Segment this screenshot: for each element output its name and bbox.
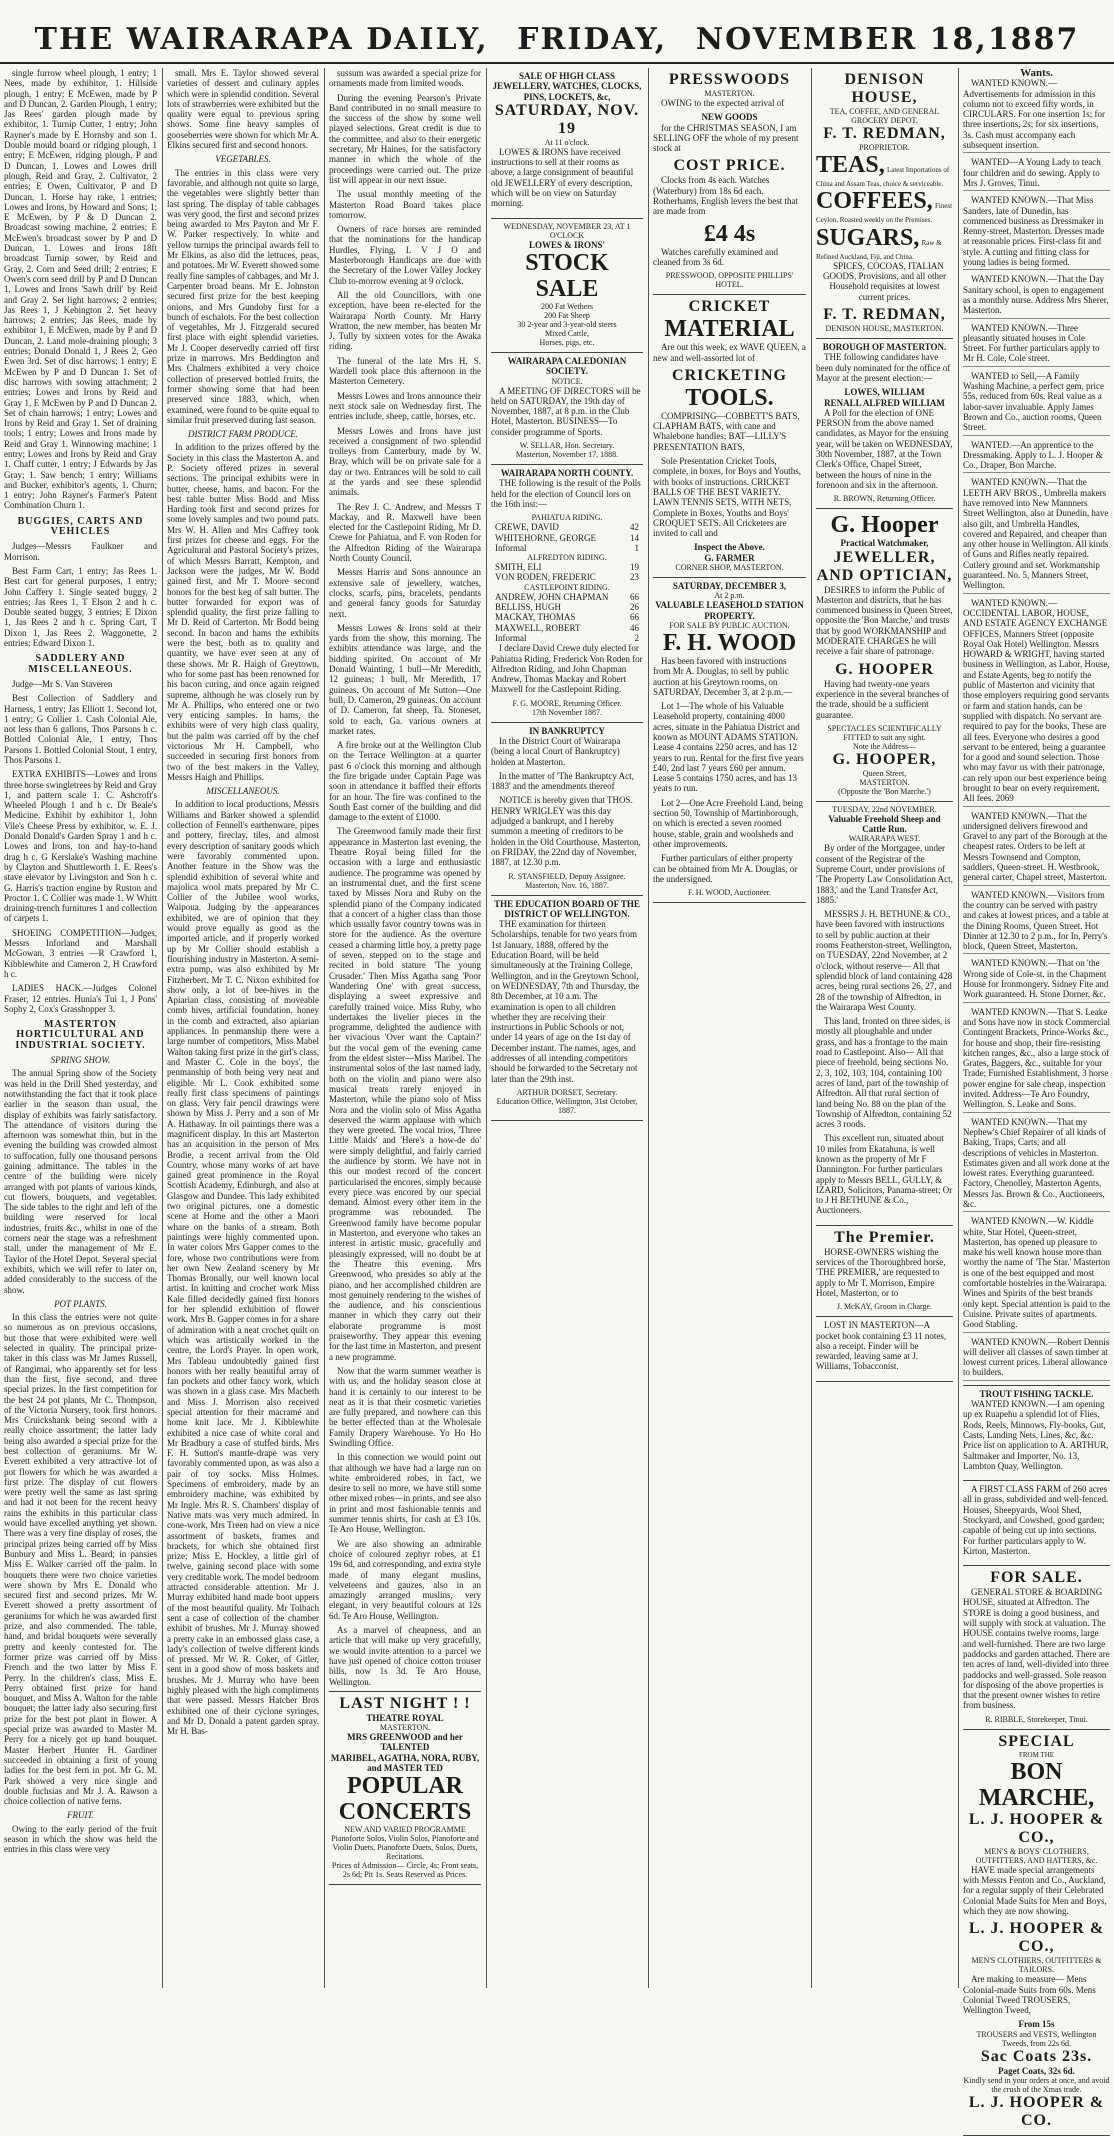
ad-body: OWING to the expected arrival of [661, 98, 785, 108]
ad-body: THE following is the result of the Polls held for the election of Council lors on the 16th inst:— [491, 478, 641, 509]
county-election-ad [491, 465, 643, 723]
paragraph: Owners of race horses are reminded that the nominations for the handicap Hurdles, Flying, L V J O and Masterborough Handicaps are due with the Secretary of the Lower Valley Jockey Club to-morrow evening at 9 o'clock. [329, 224, 481, 286]
paragraph: Messrs Lowes and Irons have just received a consignment of two splendid trolleys from Canterbury, made by W. Bray, which will be on private sale for a day or two. Entrances will be sold to call at the yards and see these splendid animals. [329, 425, 481, 498]
ad-line: From 15s [1018, 2019, 1055, 2030]
ad-date: 17th November 1887. [532, 707, 602, 717]
poll-result-row [491, 522, 643, 532]
riding-name: PAHIATUA RIDING. [531, 513, 603, 523]
ad-headline: CRICKET [688, 298, 771, 316]
ad-price: £4 4s [703, 220, 756, 247]
classified-ad: WANTED KNOWN.—Advertisements for admission in this column not to exceed fifty words, in CIRCULARS. For one insertion 1s; for three insertions, 2s; for six insertions, 3s. Cash must accompany each subsequent insertion. [963, 78, 1110, 153]
masthead-title [0, 0, 1114, 57]
paragraph: Judges—Messrs Faulkner and Morrison. [4, 541, 157, 562]
ad-body: In the District Court of Wairarapa (being a local Court of Bankruptcy) holden at Masterton. [491, 735, 621, 767]
paragraph: The annual Spring show of the Society was held in the Drill Shed yesterday, and notwithstanding the fact that it took place earlier in the season than usual, the display of exhibits was fairly satisfactory. The attendance of visitors during the afternoon was somewhat thin, but in the evening the building was crowded almost to suffocation, fully one thousand persons gaining admittance. The tables in the centre of the building were nicely arranged with pot plants of various kinds, cut flowers, bouquets, and vegetables. The side tables to the right and left of the building were reserved for local industries, fruits &c., whilst in one of the corners near the stage was a refreshment stall, under the management of Mr E. Taylor of the Hotel Depot. Several special exhibits, which we will refer to later on, added considerably to the success of the show. [4, 1068, 157, 1295]
ad-line: Inspect the Above. [694, 542, 765, 553]
wants-list [963, 78, 1110, 1380]
ad-body: A MEETING OF DIRECTORS will be held on SATURDAY, the 19th day of November, 1887, at 8 p.m. in the Club Hotel, Masterton. BUSINESS—To consider programme of Sports. [491, 385, 641, 437]
ad-line: Prices of Admission— Circle, 4s; Front seats, 2s 6d; Pit 1s. Seats Reserved as Prices. [331, 1861, 479, 1880]
ad-line: Queen Street, [862, 768, 907, 778]
ad-date: SATURDAY, DECEMBER 3, [672, 581, 787, 592]
ad-line: Sac Coats 23s. [980, 2047, 1093, 2065]
ad-body: Sole Presentation Cricket Tools, complete, in boxes, for Boys and Youths, with books of instructions. CRICKET BALLS OF THE BEST VARIETY. LAWN TENNIS SETS, WITH NETS, Complete in Boxes, Youths and Boys' CROQUET SETS. All Cricketers are invited to call and [653, 456, 801, 539]
ad-line: SPECTACLES SCIENTIFICALLY FITTED to suit any sight. [827, 723, 942, 742]
ad-body: HAVE made special arrangements with Messrs Fenton and Co., Auckland, for a regular supply of their Celebrated Colonial Made Suits for Men and Boys, which they are now showing. [963, 1864, 1107, 1916]
classified-ad: WANTED KNOWN.—W. Kiddle white, Star Hotel, Queen-street, Masterton, has opened up pleasure to make his well known house more than worthy the name of 'The Star.' Masterton is one of the best equipped and most comfortable hostelries in the Wairarapa. Wines and Spirits of the best brands only kept. Special attention is paid to the Cuisine. Private suites of apartments. Good Stabling. [963, 1216, 1110, 1332]
ad-body: Further particulars of either property can be obtained from Mr A. Douglas, or the undersigned. [653, 853, 798, 884]
classified-ad: WANTED KNOWN.—That Miss Sanders, late of Dunedin, has commenced business as Dressmaker in Renny-street, Masterton. Dresses made at reasonable prices. First-class fit and style. A cutting and fitting class for young ladies is being formed. [963, 195, 1110, 270]
paragraph: We are also showing an admirable choice of coloured zephyr robes, at £1 19s 6d, and corresponding, and extra style made of many elegant muslins, velveteens and gauzes, also in an amazingly arranged muslins, very elegant, in very beautiful colours at 12s 6d. Te Aro House, Wellington. [329, 1538, 481, 1621]
classified-ad: WANTED KNOWN.—That the Day Sanitary school, is open to engagement as a monthly nurse. Address Mrs Sherer, Masterton. [963, 274, 1110, 318]
candidate-name: CREWE, DAVID [495, 522, 559, 533]
ad-signature: G. HOOPER, [832, 750, 937, 768]
paragraph: SHOEING COMPETITION—Judges, Messrs Inforland and Marshall McGowan, 3 entries —R Crawford 1, Kibblewhite and Cameron 2, H Crawford h c. [4, 927, 157, 979]
paragraph: Best Collection of Saddlery and Harness, 1 entry; Jas Elliott 1. Second lot, 1 entry; G Collier 1. Cash Colonial Ale, not less than 6 gallons, Thos Parsons h c. Bottled Colonial Ale, 1 entry, Thos Parsons 1. Bottled Colonial Stout, 1 entry, Thos Parsons 1. [4, 693, 157, 765]
paragraph: Owing to the early period of the fruit season in which the show was held the entries in this class were very [4, 1823, 157, 1855]
ad-headline: BON MARCHE, [978, 1758, 1095, 1811]
poll-results-alfredton [491, 562, 643, 583]
ad-line: MASTERTON. [379, 1723, 431, 1733]
article-subhead: VEGETABLES. [215, 154, 271, 165]
candidate-name: LOWES, WILLIAM [844, 387, 925, 398]
ad-line: MASTERTON. [704, 89, 755, 98]
ad-line: JEWELLER, [833, 548, 936, 566]
paragraph: The entries in this class were very favorable, and although not quite so large, the vegetables were slightly better than last spring. The display of table cabbages was very good, the first and second prizes being awarded to Mrs Payton and Mr F. W. Parker respectively. In white and yellow turnips the principal awards fell to Mr Elkins, as also did the lettuces, peas, and potatoes. Mr W. Everett showed some really fine samples of cabbages, and Mr J. Carpenter broad beans. Mr E. Johnston secured first prize for the best keeping onions, and Mrs Gundoby first for a bunch of eschalots. For the best collection of vegetables, Mr J. Fitzgerald secured first place with eight splendid varieties. Mr J. Cooper deservedly carried off first prize in marrows. Mrs Beddington and Mrs Chalmers exhibited a very choice collection of preserved bottled fruits, the former showing some that had been preserved since 1883, which, when examined, were found to be quite equal to similar fruit preserved during last season. [167, 167, 319, 425]
paragraph: The Rev J. C. Andrew, and Messrs T Mackay, and R. Maxwell have been elected for the Castlepoint Riding, Mr D. Crewe for Pahiatua, and F. von Roden for the Alfredton Riding of the Wairarapa North County Council. [329, 501, 481, 564]
ad-line: Note the Address— [852, 741, 917, 751]
stock-sale-ad [491, 219, 643, 353]
ad-headline: FOR SALE. [990, 1569, 1083, 1587]
paragraph: The funeral of the late Mrs H. S. Wardell took place this afternoon in the Masterton Cemetery. [329, 355, 481, 387]
ad-body: This excellent run, situated about 10 miles from Ekatahuna, is well known as the property of Mr F Dannington. For further particulars apply to Messrs BELL, GULLY, & IZARD, Solicitors, Panama-street; Or to J H BETHUNE & Co., Auctioneers. [816, 1133, 953, 1216]
ad-date: Education Office, Wellington, 31st October, 1887. [496, 1096, 638, 1115]
jewellery-sale-ad [491, 68, 643, 219]
paragraph: Messrs Harris and Sons announce an extensive sale of jewellery, watches, clocks, scarfs, pins, bracelets, pendants and general fancy goods for Saturday next. [329, 567, 481, 619]
paragraph: Messrs Lowes and Irons announce their next stock sale on Wednesday first. The entries include, sheep, cattle, horses, etc. [329, 390, 481, 422]
candidate-name: MAXWELL, ROBERT [495, 622, 581, 633]
section-heading: SADDLERY AND MISCELLANEOUS. [28, 653, 133, 675]
cricket-material-ad [653, 295, 806, 578]
classified-ad: WANTED KNOWN.—Robert Dennis will deliver all classes of sawn timber at lowest current prices. Liberal allowance to builders. [963, 1337, 1110, 1381]
article-subhead: FRUIT. [66, 1810, 95, 1821]
paragraph: Now that the warm summer weather is with us, and the holiday season close at hand it is certainly to our interest to be neat as it is that their cosmetic varieties are fully prepared, and nowhere can this be better effected than at the Wholesale Family Drapery Warehouse. Yo Ho Ho Swindling Office. [329, 1365, 481, 1448]
product-sugars: SUGARS, [816, 224, 920, 251]
classified-ad: WANTED—A Young Lady to teach four children and do sewing. Apply to Mrs J. Groves, Tinui. [963, 157, 1110, 191]
ad-line: AND OPTICIAN, [816, 566, 953, 584]
ad-line: L. J. HOOPER & CO., [968, 1810, 1105, 1846]
ad-signature: F. H. WOOD, Auctioneer. [688, 888, 771, 898]
vote-count: 26 [630, 602, 639, 613]
classified-ad: WANTED KNOWN.—That S. Leake and Sons have now in stock Commercial Contingent Brackets, Prince-Works &c., for house and shop, their fire-resisting kitchen ranges, &c., also a large stock of Grates, Baggers, &c., suitable for your Trade; Furnished Establishment, 3 horse power engine for sale cheap, inspection invited. Address—Te Aro Foundry, Wellington. S. Leake and Sons. [963, 1007, 1110, 1113]
paragraph: A fire broke out at the Wellington Club on the Terrace Wellington at a quarter past 6 o'clock this morning and although the fire brigade under Captain Page was soon in attendance it baffled their efforts for an hour. The fire was confined to the South East corner of the building and did damage to the extent of £1000. [329, 740, 481, 823]
classified-ad: WANTED KNOWN.—That the undersigned delivers firewood and Gravel to any part of the Borough at the cheapest rates. Orders to be left at Messrs Townsend and Compton, saddlers, Queen-street. H. Westbrook, general carter, Chapel street, Masterton. [963, 811, 1110, 886]
paragraph: sussum was awarded a special prize for ornaments made from limited woods. [329, 68, 481, 89]
ad-body: DESIRES to inform the Public of Masterton and districts, that he has commenced business in Queen Street, opposite the 'Bon Marche,' and trusts that by good WORKMANSHIP and MODERATE CHARGES he will receive a fair share of patronage. [816, 584, 953, 657]
paragraph: In this class the entries were not quite so numerous as on previous occasions, but those that were exhibited were well selected in quality. The principal prize-taker in this class was Mr James Russell, of Rangimai, who apparently set for less than the first, five second, and three special prizes. In the first competition for the best 24 pot plants, Mr C. Thompson, of the Victoria Nursery, took first honors. Mrs Cruickshank being second with a really choice assortment; the latter lady being also awarded a special prize for the best collection of geraniums. Mr W. Everett exhibited a very attractive lot of pot flowers for which he was awarded a first prize. The display of cut flowers were pretty well the same as last spring and had it not been for the recent heavy rains the exhibits in this particular class would have excelled anything yet shown. There was a very fine display of roses, the principal prizes being carried off by Miss Bunbury and Miss L. Beard; in pansies Miss E. Walker carried off the palm. In bouquets there were two choice varieties were shown by Mrs E. Donald who secured first and second prizes. Mr W. Everett showed a pretty assortment of geraniums for which he was awarded first prize, and also commended. The table, hand, and bridal bouquets were severally pretty and keenly contested for. The former prize was carried off by Miss French and the two latter by Miss F. Perry. In the children's class, Miss E. Perry obtained first prize for hand bouquet, and Miss A. Walton for the table bouquet; the latter lady also securing first prize for the best pot plant in flower. A special prize was awarded to Master M. Perry for a nicely got up hand bouquet. Master Herbert Hunter H. Gardiner succeeded in obtaining a first of young ladies for the best fern in pot. Mr G. M. Park showed a very nice single and double fuchsias and Mr J. A. Rawson a choice collection of native ferns. [4, 1312, 157, 1807]
candidate-name: MACKAY, THOMAS [495, 612, 576, 623]
paragraph: Judge—Mr S. Van Staveren [12, 678, 113, 689]
ad-name: G. HOOPER [835, 660, 934, 678]
mayoral-election-notice [816, 339, 953, 509]
ad-headline: TROUT FISHING TACKLE. [979, 1388, 1094, 1399]
ad-date: TUESDAY, 22nd NOVEMBER. [832, 804, 937, 814]
farm-ad [963, 1481, 1110, 1566]
ad-headline: WAIRARAPA NORTH COUNTY. [500, 468, 634, 479]
ad-body: I declare David Crewe duly elected for Pahiatua Riding, Frederick Von Roden for Alfredton Riding, and John Chapman Andrew, Thomas Mackay and Robert Maxwell for the Castlepoint Riding. [491, 643, 643, 695]
ad-body: In the matter of 'The Bankruptcy Act, 1883' and the amendments thereof [491, 770, 634, 792]
poll-result-row [491, 592, 643, 602]
poll-result-row [491, 543, 643, 553]
column-2 [163, 68, 323, 1988]
article-headline: MASTERTON HORTICULTURAL AND INDUSTRIAL SOCIETY. [15, 1019, 146, 1051]
ad-headline: POPULAR CONCERTS [338, 1773, 472, 1826]
station-property-auction-ad [653, 578, 806, 903]
ad-body: for the CHRISTMAS SEASON, I am SELLING OFF the whole of my present stock at [653, 122, 799, 154]
ad-body: 200 Fat Wethers 200 Fat Sheep 30 2-year and 3-year-old steers Mixed Cattle, Horses, pigs, etc. [517, 301, 617, 347]
ad-headline: IN BANKRUPTCY [529, 725, 605, 736]
poll-result-row [491, 533, 643, 543]
ad-body: MESSRS J. H. BETHUNE & CO., have been favored with instructions to sell by public auction at their rooms Featherston-street, Wellington, on TUESDAY, 22nd November, at 2 o'clock, without reserve— All that splendid block of land containing 428 acres, being rural sections 26, 27, and 28 of the township of Alfredton, in the Wairarapa West County. [816, 909, 953, 1012]
premier-horse-ad [816, 1226, 953, 1317]
paragraph: All the old Councillors, with one exception, have been re-elected for the Wairarapa North County. Mr Harry Wratton, the new member, has beaten Mr J. Tully by sixteen votes for the Awaka riding. [329, 289, 481, 352]
denison-house-ad [816, 68, 953, 339]
column-3 [325, 68, 485, 1988]
column-6 [812, 68, 957, 1988]
classified-ad: WANTED KNOWN.—That my Nephew's Chief Repairer of all kinds of Baking, Traps, Carts, and all descriptions of vehicles in Masterton. Estimates given and all work done at the lowest rates. Everything guaranteed. Factory, Chenolley, Masterton Agents, Messrs Jas. Brown & Co., Auctioneers, &c. [963, 1117, 1110, 1213]
bon-marche-ad [963, 1730, 1110, 2136]
education-board-notice [491, 896, 643, 1121]
vote-count: 2 [634, 632, 639, 643]
product-coffees: COFFEES, [816, 188, 933, 215]
ad-body: By order of the Mortgagee, under consent of the Registrar of the Supreme Court, under provisions of 'The Property Law Consolidation Act, 1883,' and the 'Land Transfer Act, 1885.' [816, 843, 953, 905]
ad-signature: F. G. MOORE, Returning Officer. [512, 698, 622, 708]
ad-headline: SALE OF HIGH CLASS JEWELLERY, WATCHES, CLOCKS, PINS, LOCKETS, &c, [492, 71, 642, 102]
ad-body: COMPRISING—COBBETT'S BATS, CLAPHAM BATS, with cane and Whalebone handles; BAT—LILLY'S PRESENTATION BATS, [653, 410, 800, 452]
ad-headline: LAST NIGHT ! ! [339, 1694, 471, 1712]
poll-result-row [491, 612, 643, 622]
ad-line: DENISON HOUSE, MASTERTON. [825, 324, 944, 334]
ad-headline: THE EDUCATION BOARD OF THE DISTRICT OF WELLINGTON. [494, 898, 640, 919]
classified-ad: WANTED KNOWN.—That on 'the Wrong side of Cole-st. in the Chapment House for Ironmongery. Sidney Fite and Work guaranteed. H. Stone Dorner, &c. [963, 958, 1110, 1002]
ad-body: THE examination for thirteen Scholarships, tenable for two years from 1st January, 1888, offered by the Education Board, will be held simultaneously at the Training College, Wellington, and in the Greytown School, on WEDNESDAY, 7th and Thursday, the 8th December, at 10 a.m. The examination is open to all children whether they are receiving their instructions in Public Schools or not, under 14 years of age on the 1st day of December instant. The names, ages, and addresses of all intending competitors should be forwarded to the Secretary not later than the 29th inst. [491, 919, 640, 1084]
poll-result-row [491, 562, 643, 572]
article-subhead: SPRING SHOW. [50, 1055, 111, 1066]
paper-name: THE WAIRARAPA DAILY, [34, 22, 489, 57]
ad-headline: VALUABLE LEASEHOLD STATION PROPERTY. [655, 600, 804, 621]
ad-body: THE following candidates have been duly nominated for the office of Mayor at the present election:— [816, 352, 951, 383]
section-heading: BUGGIES, CARTS AND VEHICLES [17, 515, 144, 538]
vote-count: 42 [630, 522, 639, 533]
ad-body: NOTICE is hereby given that THOS. HENRY WRIGLEY was this day adjudged a bankrupt, and I hereby summon a meeting of creditors to be holden in the Old Courthouse, Masterton, on FRIDAY, the 22nd day of November, 1887, at 12.30 p.m. [491, 795, 641, 868]
ad-body: LOWES & IRONS have received instructions to sell at their rooms as above, a large consignment of beautiful old JEWELLERY of every description, which will be on view on Saturday morning. [491, 146, 634, 209]
column-5 [649, 68, 810, 1988]
ad-line: (Opposite the 'Bon Marche.') [838, 786, 931, 796]
poll-results-castlepoint [491, 592, 643, 643]
ad-signature: PRESSWOOD, OPPOSITE PHILLIPS' HOTEL. [665, 271, 794, 290]
ad-line: Pianoforte Solos, Violin Solos, Pianoforte and Violin Duets, Pianoforte Duets, Solos, Duets, Recitations. [331, 1834, 479, 1862]
masthead-rule [0, 62, 1114, 64]
classified-ad: WANTED KNOWN.—That the LEETH ARV BROS., Umbrella makers have removed into New Mannners Street Wellington, also at Dunedin, have also gilt, and Umbrella Handles, covered and Repaired, and cheaper than any other house in Wellington. All kinds of Guns and Rifles neatly repaired. Cutlery ground and set. Workmanship guaranteed. No. 5, Manners Street, Wellington. [963, 477, 1110, 593]
column-1 [0, 68, 161, 1988]
ad-signature: F. T. REDMAN, [823, 306, 946, 324]
ad-line: L. J. HOOPER & CO., [968, 1920, 1105, 1956]
column-7 [959, 67, 1114, 2130]
auctioneer-name: F. H. WOOD [662, 629, 797, 656]
article-subhead: POT PLANTS. [54, 1298, 107, 1309]
candidate-name: BELLISS, HUGH [495, 602, 562, 613]
ad-line: NEW GOODS [701, 112, 758, 123]
ad-line: Practical Watchmaker, [840, 538, 929, 549]
candidate-name: VON RODEN, FREDERIC [495, 572, 596, 583]
ad-body: Watches carefully examined and cleaned from 3s 6d. [653, 246, 778, 267]
ad-headline: CRICKETING [672, 366, 787, 384]
ad-line: MARIBEL, AGATHA, NORA, RUBY, and MASTER TED [330, 1752, 480, 1774]
paragraph: During the evening Pearson's Private Band contributed in no small measure to the success of the show by some well played selections. Great credit is due to the committee, and also to their energetic secretary, Mr Haines, for the satisfactory manner in which the whole of the proceedings were carried out. The prize list will appear in our next issue. [329, 92, 481, 185]
ad-signature: R. STANSFIELD, Deputy Assignee. [508, 871, 626, 881]
paper-day: FRIDAY, [517, 22, 668, 57]
candidate-name: RENALL ALFRED WILLIAM [824, 397, 945, 408]
paragraph: In this connection we would point out that although we have had a large run on white embroidered robes, in fact, we desire to sell no more, we have still some other mixed robes—in prints, and see also in print and most fashionable tennis and summer tennis shirts, for cash at £3 10s. Te Aro House, Wellington. [329, 1452, 481, 1535]
classified-ad: WANTED.—An apprentice to the Dressmaking. Apply to L. J. Hooper & Co., Draper, Bon Marche. [963, 440, 1110, 474]
ad-headline: BOROUGH OF MASTERTON. [822, 342, 947, 353]
ad-line: TROUSERS and VESTS, Wellington Tweeds, from 22s 6d. [976, 2029, 1097, 2048]
vote-count: 14 [630, 532, 639, 543]
ad-line: At 2 p.m. [714, 591, 745, 601]
ad-body: A FIRST CLASS FARM of 260 acres all in grass, subdivided and well-fenced. Houses, Sheepyards, Wool Shed, Stockyard, and Cowshed, good garden; capable of being cut up into sections. For further particulars apply to W. Kirton, Masterton. [963, 1484, 1109, 1556]
presswoods-ad [653, 68, 806, 295]
ad-headline: DENISON HOUSE, [844, 71, 925, 106]
ad-signature: W. SELLAR, Hon. Secretary. [519, 441, 615, 451]
ad-headline: TOOLS. [685, 384, 774, 411]
ad-body: LOST IN MASTERTON—A pocket book containing £3 11 notes, also a receipt. Finder will be rewarded, leaving same at J. Williams, Tobacconist. [816, 1320, 947, 1372]
ad-signature: R. BROWN, Returning Officer. [833, 494, 936, 504]
candidate-name: Informal [495, 632, 527, 643]
paragraph: EXTRA EXHIBITS—Lowes and Irons three horse swingletrees by Reid and Gray 1, and pattern scale 1. C. Ashcroft's Wheeled Plough 1 and h c. Dr Beale's Medicine. Exhibit by exhibitor 1, John Vile's Cheese Press by exhibitor, w. E. J. Donald Donald's Garden Spray 1 and h c. Lowes and Irons, ton and hay-to-hand drag h c. G Kerslake's Washing machine by Clayton and Shuttleworth 1. E. Rees's stave elevator by Livingston and Son h c. G. Harris's traction engine by Ruston and Proctor 1. C Collier was made 1. W Whitt draining-trench furnitures 1 and collection of carpets 1. [4, 769, 157, 924]
ad-headline: G. Hooper [830, 512, 939, 539]
ad-body: Clocks from 4s each. Watches (Waterbury) from 18s 6d each. Rotherhams, English levers the best that are made from [653, 175, 798, 217]
product-desc: Latest Importations of China and Assam Teas, choice & serviceable. [816, 166, 950, 188]
ad-headline: MATERIAL [664, 316, 795, 343]
ad-headline: PRESSWOODS [668, 71, 791, 88]
show-results-text: single furrow wheel plough, 1 entry; 1 Nees, made by exhibitor, 1. Hillside plough, 1 entry; E McEwen, made by P and D Duncan, 2. Garden Plough, 1 entry; Jas Rees' garden plough made by exhibitor, 1. Turnip Cutter, 1 entry; John Rayner's made by E Hornsby and son 1. Double mould board or ridging plough, 1 entry; E McEwen, ridging plough, P and D Duncan, 1. Lowes and Lowes drill plough, Reid and Gray, 2. Cultivator, 2 entries; E Owen, Cultivator, P and D Duncan, 1. Horse hay rake, 1 entries; Lowes and Irons, by Howard and Sons; 1; E McEwen, by P & D Duncan 2. Broadcast sowing machine, 2 entries; E McEwen's broadcast sower by P and D Duncan, 1. Lowes and Irons 18ft broadcast Turnip sower, by Reid and Gray, 2. Corn and Seed drill; 2 entries; E Owen's corn seed drill by P and D Duncan 1, Lowes and Irons 'Sawh drill' by Reid and Gray 2. Set light harrows; 2 entries; Jas Rees 1, J Kebington 2. Set heavy harrows; 2 entries; Jas Rees, made by exhibitor 1, E McEwen, made by P and D Duncan, 2. Land mole-draining plough; 3 entries; Donald Donald 1, J Rees 2, Geo Ewen 3rd. Set of disc harrows; 1 entry; E McEwen by P and D Duncan 1. Set of disc harrows with sowing attachment; 2 entries; Lowes and Irons by Reid and Gray 1, E McEwen by P and D Duncan 2. Set of chain harrows; 1 entry; Lowes and Irons by Reid and Gray 1. Set of draining tools; 1 entry; Lowes and Irons made by Reid and Gray 1. Winnowing machine; 1 entry; Lowes and Irons by Reid and Gray 1. Chaff cutter, 1 entry; J Edwards by Jas Gray; 1. Saw bench; 1 entry; Williams and Bucker, exhibitor's agents, 1. Churn; 1 entry; John Rayner's Farmer's Patent Combination Churn 1. [4, 68, 157, 511]
store-for-sale-ad [963, 1566, 1110, 1730]
freehold-run-auction-ad [816, 802, 953, 1226]
ad-date: WEDNESDAY, NOVEMBER 23, AT 1 O'CLOCK [503, 221, 631, 240]
lost-notice [816, 1317, 953, 1381]
candidate-name: ANDREW, JOHN CHAPMAN [495, 591, 609, 602]
candidate-name: Informal [495, 542, 527, 553]
ad-line: MRS GREENWOOD and her TALENTED [347, 1732, 463, 1753]
ad-headline: Valuable Freehold Sheep and Cattle Run. [828, 813, 941, 835]
ad-signature: J. McKAY, Groom in Charge. [836, 1302, 933, 1312]
paragraph: Messrs Lowes & Irons sold at their yards from the show, this morning. The exhibits attendance was large, and the bidding spirited. On account of Mr Donald Wainting, 1 bull—Mr Meredith, 12 guineas; 1 bull, Mr Meredith, 17 guineas. On account of Mr Sutton—One bull, D. Cameron, 29 guineas. On account of D. Cameron, fat sheep, Ta. Stoneset, sold to each, Ga. various owners at market rates. [329, 622, 481, 736]
ad-body: Are out this week, ex WAVE QUEEN, a new and well-assorted lot of [653, 342, 806, 363]
ad-line: At 11 o'clock. [544, 137, 590, 147]
candidate-name: SMITH, ELI [495, 562, 542, 573]
ad-line: THEATRE ROYAL [366, 1712, 444, 1723]
product-desc: Finest Ceylon, Roasted weekly on the Premises. [816, 202, 953, 225]
ad-body: A Poll for the election of ONE PERSON from the above named candidates, as Mayor for the ensuing year, will be taken on WEDNESDAY, 30th November, 1887, at the Town Clerk's Office, Chapel Street, between the hours of nine in the forenoon and six in the afternoon. [816, 407, 953, 490]
ad-body: Has been favored with instructions from Mr A. Douglas, to sell by public auction at his Greytown rooms, on SATURDAY, December 3, at 2 p.m.— [653, 655, 793, 697]
article-subhead: DISTRICT FARM PRODUCE. [188, 429, 298, 440]
hooper-watchmaker-ad [816, 509, 953, 802]
ad-date: Masterton, Nov. 16, 1887. [525, 880, 609, 890]
vote-count: 46 [630, 622, 639, 633]
ad-body: Having had twenty-one years experience in the several branches of the trade, should be a sufficient guarantee. [816, 678, 950, 720]
ad-line: NEW AND VARIED PROGRAMME [344, 1825, 466, 1835]
poll-result-row [491, 572, 643, 582]
ad-line: MEN'S & BOYS' CLOTHIERS, OUTFITTERS, AND HATTERS, &c. [975, 1846, 1098, 1865]
ad-headline: WAIRARAPA CALEDONIAN SOCIETY. [507, 355, 627, 377]
vote-count: 19 [630, 562, 639, 573]
ad-body: WANTED KNOWN.—I am opening up ex Ruapehu a splendid lot of Flies, Rods, Reels, Minnows, Fly-books, Gut, Casts, Landing Nets, Lines, &c, &c. Price list on application to A. ARTHUR, Saltmaker and Importer, No. 13, Lambton Quay, Wellington. [963, 1399, 1109, 1471]
theatre-advertisement [329, 1691, 481, 1885]
ad-headline: The Premier. [834, 1228, 935, 1246]
poll-result-row [491, 623, 643, 633]
classified-ad: WANTED KNOWN.—Visitors from the country can be served with pastry and cakes at lowest prices, and a table at the Dining Rooms, Queen Street. Hot Dinner at 12.30 to 2 p.m., for In, Perry's block, Queen Street, Masterton. [963, 890, 1110, 955]
ad-signature: G. FARMER [704, 552, 755, 563]
proprietor-name: F. T. REDMAN, [823, 125, 946, 142]
paragraph: The usual monthly meeting of the Masterton Road Board takes place tomorrow. [329, 189, 481, 220]
ad-signature: R. RIBBLE, Storekeeper, Tinui. [985, 1714, 1088, 1724]
product-desc: Raw & Refined Auckland, Fiji, and China. [816, 238, 942, 261]
ad-body: GENERAL STORE & BOARDING HOUSE, situated at Alfredton. The STORE is doing a good business, and will supply with stock at valuation. The HOUSE contains twelve rooms, large and well-furnished. There are two large paddocks and garden attached. There are ten acres of land, well-divided into three paddocks and well-grassed. Sole reason for disposing of the above properties is that the present owner wishes to retire from business. [963, 1587, 1110, 1711]
bankruptcy-notice [491, 723, 643, 896]
ad-signature: L. J. HOOPER & CO. [968, 2094, 1105, 2130]
ad-date: SATURDAY, NOV. 19 [494, 101, 640, 137]
classified-ad: WANTED to Sell,—A Family Washing Machine, a perfect gem, price 55s, reduced from 60s. Real value as a labor-saver invaluable. Apply James Brown and Co., auction rooms, Queen Street. [963, 371, 1110, 436]
masthead [0, 0, 1114, 62]
product-teas: TEAS, [816, 152, 885, 178]
ad-body: Are making to measure— Mens Colonial-made Suits from 60s. Mens Colonial Tweed TROUSERS, Wellington Tweed, [963, 1974, 1096, 2016]
article-subhead: MISCELLANEOUS. [206, 786, 280, 797]
ad-headline: STOCK SALE [525, 249, 609, 302]
paragraph: As a marvel of cheapness, and an article that will make up very gracefully, we would invite attention to a parcel we have just opened of choice cotton trouser bills, now 1s 3d. Te Aro House, Wellington. [329, 1625, 481, 1687]
paragraph: In addition to the prizes offered by the Society in this class the Masterton A. and P. Society offered prizes in several sections. The principal exhibits were in butter, cheese, hams, and bacon. For the best table butter Miss Bodd and Miss Harding took first and second prizes for some lovely samples and two pound pats. Mrs W. H. Allen and Mrs Caffrey took first prizes for cheese and eggs. For the Agricultural and Pastoral Society's prizes, of which Messrs Barratt, Kempton, and Jackson were the judges, Mr W. Bodd gained first, and Mr T. Moore second honors for the best keg of salt butter. The butter forwarded for export was of splendid quality, the first prize falling to Mr D. Reid of Carterton. Mr Bodd being second. In bacon and hams the exhibits were the best, both as to quality and quantity, we have ever seen at any of these shows. Mr R. Haigh of Greytown, who for some past has been renowned for his bacon curing, and once again reigned supreme, although he was closely run by Mr A. Phillips, who entered one or two very enticing samples. In hams, the exhibits were of very high class quality, but the palm was carried off by the chef victorious Mr H. Campbell, who succeeded in securing first honors from two of the best makers in the Valley, Messrs Haigh and Phillips. [167, 442, 319, 782]
riding-name: CASTLEPOINT RIDING. [524, 582, 610, 592]
ad-body: This land, fronted on three sides, is mostly all ploughable and under grass, and has a frontage to the main road to Castlepoint. Also— All that piece of freehold, being sections No. 2, 3, 102, 103, 104, containing 100 acres of land, part of the township of Alfredton. All that rural section of land being No. 88 on the plan of the Township of Alfredton, containing 52 acres 3 roods. [816, 1016, 952, 1130]
ad-body: Lot 2—One Acre Freehold Land, being section 50, Township of Martinborough, on which is erected a seven roomed house, stable, grain and woolsheds and other improvements. [653, 797, 803, 849]
poll-results-pahiatua [491, 522, 643, 553]
ad-headline: SPECIAL [998, 1732, 1075, 1750]
ad-line: FROM THE [1018, 1750, 1055, 1759]
column-4 [487, 68, 647, 1988]
ad-headline: COST PRICE. [673, 157, 786, 175]
ad-line: CORNER SHOP, MASTERTON. [675, 563, 784, 573]
ad-body: Lot 1—The whole of his Valuable Leasehold property, containing 4000 acres, situate in the Pahiatua District and known as MOUNT ADAMS STATION. Lease 4 contains 2250 acres, and has 12 years to run. Rental for the first five years £40, 2nd last 7 years £60 per annum. Lease 5 contains 1750 acres, and has 13 years to run. [653, 701, 804, 794]
ad-line: MEN'S CLOTHIERS, OUTFITTERS & TAILORS. [971, 1956, 1102, 1975]
vote-count: 66 [630, 591, 639, 602]
ad-line: TEA, COFFEE, AND GENERAL GROCERY DEPOT. [829, 107, 940, 125]
ad-line: LOWES & IRONS' [528, 239, 606, 250]
ad-line: FOR SALE BY PUBLIC AUCTION. [669, 620, 790, 630]
ad-line: WAIRARAPA WEST. [848, 834, 921, 844]
wants-heading: Wants. [1020, 67, 1053, 79]
paper-date: NOVEMBER 18,1887 [695, 22, 1080, 57]
vote-count: 66 [630, 612, 639, 623]
ad-line: PROPRIETOR. [859, 143, 910, 152]
paragraph: small. Mrs E. Taylor showed several varieties of dessert and culinary apples which were in splendid condition. Several lots of strawberries were exhibited but the quality were equal to previous spring shows. Some fine heavy samples of gooseberries were shown for which Mr A. Elkins secured first and second honors. [167, 68, 319, 151]
ad-line: MASTERTON. [859, 777, 910, 787]
paragraph: The Greenwood family made their first appearance in Masterton last evening, the Theatre Royal being filled for the occasion with a large and enthusiastic audience. The programme was opened by an instrumental duet, and the first scene taxed by Misses Nora and Ruby on the splendid piano of the Company indicated that a concert of a higher class than those which usually favor country towns was in store for the audience. As the overture ceased a charming little boy, a pretty page of seven, stepped on to the stage and recited in bold stature 'The young Crusader.' Then Miss Agatha sang 'Poor Wandering One' with great success, displaying a sweet expressive and carefully trained voice. Miss Ruby, who undertakes the livelier pieces in the programme, delighted the audience with her vivacious 'Over want the Captain?' but the vocal gem of the evening came from the eldest sister—Miss Maribel. The instrumental solos of the last named lady, both on the violin and piano were also musical treats rarely enjoyed in Masterton, while the piano solo of Miss Nora and the violin solo of Miss Agatha deserved the warm applause with which they were greeted. The vocal trios, 'Three Little Maids' and 'Here's a how-de do' were simply delightful, and fairly carried the audience by storm. We have not in this our modest record of the concert particularised the encores, simply because every piece was encored by our special demand. Almost every other item in the programme was rebounded. The Greenwood family have become popular in Masterton, and everyone who takes an interest in artistic music, gracefully and pleasingly expressed, will no doubt be at the Theatre this evening. Mrs Greenwood, who presides so ably at the piano, and her accomplished children are most genuinely rendering to the wishes of the audience, and his conscientious manner in which they carry out their elaborate programme is most praiseworthy. They appear this evening for the last time in Masterton, and present a new programme. [329, 826, 481, 1362]
riding-name: ALFREDTON RIDING. [527, 553, 607, 563]
ad-body: HORSE-OWNERS wishing the services of the Thoroughbred horse, 'THE PREMIER,' are requested to apply to Mr T. Morrison, Empire Hotel, Masterton, or to [816, 1246, 946, 1298]
ad-signature: ARTHUR DORSET, Secretary. [516, 1087, 618, 1097]
ad-line: Kindly send in your orders at once, and avoid the crush of the Xmas trade. [963, 2076, 1110, 2095]
candidate-name: WHITEHORNE, GEORGE [495, 532, 596, 543]
paragraph: In addition to local productions, Messrs Williams and Barker showed a splendid collection of Fennell's earthenware, pipes and pottery, fireclay, tiles, and almost every description of sanitary goods which were favorably commented upon. Another feature in the Show was the splendid exhibition of several white and majolica wool mats prepared by Mr C. Collier of the Jubilee wool works, Waipoua. Judging by the appearances exhibited, we are of opinion that they would prove equally as good as the imported article, and if properly worked up by Mr Collier should establish a flourishing industry in Masterton. A semi-extra pump, was also exhibited by Mr Fitzherbert. Mr T. C. Nixon exhibited for show only, a lot of bee-hives in the Apiarian class, consisting of moveable comb hives, artificial foundation, honey in the comb and extracted, also apiarian appliances. In penmanship there were a large number of competitors, Miss Mabel Walton taking first prize in the girl's class, and Master C. Cole in the boys', the penmanship of both being very neat and eligible. Mr L. Cook exhibited some really first class specimens of paintings on glass. Very fair pencil drawings were shown by Miss J. Perry and a son of Mr A. Hathaway. In oil paintings there was a magnificent display. In this art Masterton has an acquisition in the person of Mrs Brodie, a recent arrival from the Old Country, whose many works of art have gained great prominence in the Royal Scottish Academy, Edinburgh, and also at Glasgow and Dundee. This lady exhibited two original pictures, one a domestic scene at Home and the other a Maori whare on the banks of a stream. Both paintings were highly commented upon. In water colors Mrs Gapper comes to the fore, whose two contributions were from her own New Zealand scenery by Mr Thomas Bronally, our well known local artist. In knitting and crochet work Miss Kale filled decidedly gained first honors for her splendid exhibition of flower work. Mrs B. Gapper comes in for a share of admiration with a neat crochet quilt on which was artistically worked in the centre, the Lord's Prayer. In open work, Mrs Tableau undoubtedly gained first honors with her really beautiful array of fan pockets and other fancy work, which was shown in a glass case. Mrs Macbeth and Miss J. Morrison also received special attention for their macramé and home knit lace. Mr J. Kibblewhite exhibited a nice case of white coral and Mr Bradbury a case of stuffed birds. Mrs F. H. Sutton's mantle-drape was very favorably commented upon, as was also a pair of toy socks. Miss Holmes. Specimens of embroidery, made by an embroidery machine, was exhibited by Mr Ingle. Mrs R. S. Chambers' display of Native mats was very much admired. In cone-work, Mrs Treen had on view a nice assortment of baskets, frames and brackets, for which she obtained first prize; Miss E. Hockley, a little girl of twelve, gaining second place with some very creditable work. The model bedroom attracted considerable attention. Mr J. Murray exhibited hand made boot uppers of the most beautiful quality. Mr Tolbach sent a case of collection of the chamber exhibit of brushes. Mr J. Murray showed a pretty cake in an embossed glass case, a lady's collection of twelve different kinds of pressed. Mr W. R. Coker, of Gitler, sent in a good show of moss baskets and brushes. Mr J. Murray who have been highly pleased with the high compliments that were passed. Messrs Hatcher Bros exhibited one of their cyclone syringes, and Mr D. Donald a patent garden spray. Mr H. Bas- [167, 799, 319, 1737]
ad-line: NOTICE. [551, 376, 583, 386]
ad-line: Paget Coats, 32s 6d. [998, 2065, 1075, 2076]
vote-count: 1 [634, 542, 639, 553]
paragraph: LADIES HACK.—Judges Colonel Fraser, 12 entries. Hunia's Tui 1, J Pons' Sophy 2, Cox's Grasshopper 3. [4, 983, 157, 1014]
vote-count: 23 [630, 572, 639, 583]
ad-date: Masterton, November 17, 1888. [515, 450, 619, 460]
trout-tackle-ad [963, 1385, 1110, 1481]
classified-ad: WANTED KNOWN.—Three pleasantly situated houses in Cole Street. For further particulars apply to Mr H. Cole, Cole street. [963, 323, 1110, 367]
poll-result-row [491, 602, 643, 612]
ad-body: SPICES, COCOAS, ITALIAN GOODS, Provisions, and all other Household requisites at lowest current prices. [823, 260, 946, 302]
caledonian-society-ad [491, 353, 643, 465]
classified-ad: WANTED KNOWN.—OCCIDENTAL LABOR, HOUSE, AND ESTATE AGENCY EXCHANGE OFFICES, Manners Street (opposite Royal Oak Hotel) Wellington. Messrs HOWARD & WRIGHT, having started business in Wellington, as Labor, House, and Estate Agents, beg to notify the public of Masterton and vicinity that those employers requiring good servants or farm and station hands, can be supplied with dispatch. No servant are required to pay for the books, These are all fees. Everyone who desires a good servant to be entered, being a guarantee for a good and sound selection. Those who may favor us with their patronage, can rely upon our best experience being brought to bear on every requirement. All fees. 2069 [963, 598, 1110, 807]
poll-result-row [491, 633, 643, 643]
paragraph: Best Farm Cart, 1 entry; Jas Rees 1. Best cart for general purposes, 1 entry; John Caffery 1. Single seated buggy, 2 entries; Jas Rees 1, T Elson 2 and h c. Double seated buggy, 3 entries; E Dixon 1, Jas Rees 2 and h c. Spring Cart, T Dixon 1, Jas Rees 2. Waggonette, 2 entries; Edward Dixon 1. [4, 565, 157, 649]
